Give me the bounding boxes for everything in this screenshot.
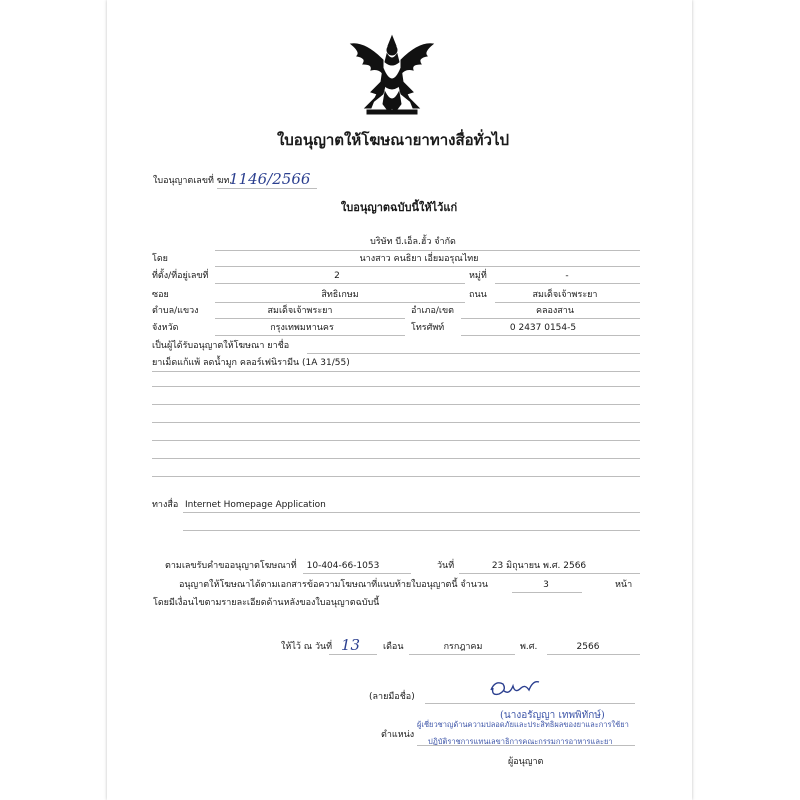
issued-day-line <box>329 654 377 655</box>
media-line-blank <box>183 530 640 531</box>
province-label: จังหวัด <box>152 323 179 333</box>
soi-label: ซอย <box>152 290 169 300</box>
attachment-unit: หน้า <box>615 580 633 590</box>
signer-name: (นางอรัญญา เทพพิทักษ์) <box>500 710 605 721</box>
request-date-value: 23 มิถุนายน พ.ศ. 2566 <box>491 561 587 571</box>
request-line <box>303 573 411 574</box>
amphoe-label: อำเภอ/เขต <box>411 306 454 316</box>
province-value: กรุงเทพมหานคร <box>270 323 334 333</box>
media-label: ทางสื่อ <box>152 500 179 510</box>
issued-year: 2566 <box>576 642 600 652</box>
amphoe-line <box>461 318 640 319</box>
tambon-line <box>215 318 405 319</box>
by-value: นางสาว คนธิยา เอี่ยมอรุณไทย <box>359 254 479 264</box>
handwritten-signature-icon <box>485 676 545 702</box>
road-value: สมเด็จเจ้าพระยา <box>532 290 598 300</box>
attachment-count: 3 <box>543 580 549 590</box>
address-no-line <box>215 283 465 284</box>
blank-line <box>152 404 640 405</box>
soi-value: สิทธิเกษม <box>321 290 359 300</box>
tambon-label: ตำบล/แขวง <box>152 306 199 316</box>
position-line-2: ปฏิบัติราชการแทนเลขาธิการคณะกรรมการอาหารและยา <box>428 737 613 746</box>
soi-line <box>215 302 465 303</box>
company-name: บริษัท บี.เอ็ล.ฮั้ว จำกัด <box>370 237 456 247</box>
tambon-value: สมเด็จเจ้าพระยา <box>267 306 333 316</box>
media-line <box>183 512 640 513</box>
province-line <box>215 335 405 336</box>
attachment-label: อนุญาตให้โฆษณาได้ตามเอกสารข้อความโฆษณาที่แนบท้ายใบอนุญาตนี้ จำนวน <box>179 580 489 590</box>
moo-label: หมู่ที่ <box>469 271 487 281</box>
issued-month-line <box>409 654 515 655</box>
granted-to-heading: ใบอนุญาตฉบับนี้ให้ไว้แก่ <box>340 201 458 214</box>
issued-label: ให้ไว้ ณ วันที่ <box>281 642 333 652</box>
issued-day: 13 <box>341 636 361 654</box>
request-date-label: วันที่ <box>437 561 455 571</box>
condition-text: โดยมีเงื่อนไขตามรายละเอียดด้านหลังของใบอนุญาตฉบับนี้ <box>153 598 380 608</box>
advertiser-line <box>307 353 640 354</box>
address-no-value: 2 <box>334 271 340 281</box>
road-label: ถนน <box>469 290 487 300</box>
blank-line <box>152 476 640 477</box>
position-underline <box>417 745 635 746</box>
amphoe-value: คลองสาน <box>535 306 575 316</box>
issued-month-label: เดือน <box>383 642 404 652</box>
license-document <box>107 0 692 800</box>
license-title: ใบอนุญาตให้โฆษณายาทางสื่อทั่วไป <box>276 131 510 149</box>
advertiser-label: เป็นผู้ได้รับอนุญาตให้โฆษณา ยาชื่อ <box>152 341 290 351</box>
request-value: 10-404-66-1053 <box>306 561 380 571</box>
signature-label: (ลายมือชื่อ) <box>369 692 415 702</box>
issued-year-label: พ.ศ. <box>520 642 538 652</box>
address-no-label: ที่ตั้ง/ที่อยู่เลขที่ <box>152 271 209 281</box>
phone-line <box>461 335 640 336</box>
issued-month: กรกฎาคม <box>443 642 483 652</box>
request-date-line <box>459 573 640 574</box>
license-number-line <box>217 188 317 189</box>
road-line <box>495 302 640 303</box>
moo-line <box>495 283 640 284</box>
signature-line <box>425 703 635 704</box>
attachment-count-line <box>512 592 582 593</box>
company-line <box>215 250 640 251</box>
license-number-label: ใบอนุญาตเลขที่ ฆท. <box>153 176 233 186</box>
by-line <box>215 266 640 267</box>
blank-line <box>152 422 640 423</box>
moo-value: - <box>565 271 569 281</box>
position-line-1: ผู้เชี่ยวชาญด้านความปลอดภัยและประสิทธิผลของยาและการใช้ยา <box>417 720 629 729</box>
blank-line <box>152 371 640 372</box>
blank-line <box>152 440 640 441</box>
blank-line <box>152 386 640 387</box>
media-value: Internet Homepage Application <box>185 500 326 510</box>
blank-line <box>152 458 640 459</box>
drug-name: ยาเม็ดแก้แพ้ ลดน้ำมูก คลอร์เฟนิรามีน (1A 31/55) <box>152 358 350 368</box>
license-number-value: 1146/2566 <box>229 170 311 188</box>
position-label: ตำแหน่ง <box>381 730 415 740</box>
request-label: ตามเลขรับคำขออนุญาตโฆษณาที่ <box>165 561 297 571</box>
garuda-emblem-icon <box>345 32 439 118</box>
phone-value: 0 2437 0154-5 <box>509 323 577 333</box>
by-label: โดย <box>152 254 168 264</box>
phone-label: โทรศัพท์ <box>411 323 445 333</box>
licensor-label: ผู้อนุญาต <box>508 757 544 767</box>
issued-year-line <box>547 654 640 655</box>
